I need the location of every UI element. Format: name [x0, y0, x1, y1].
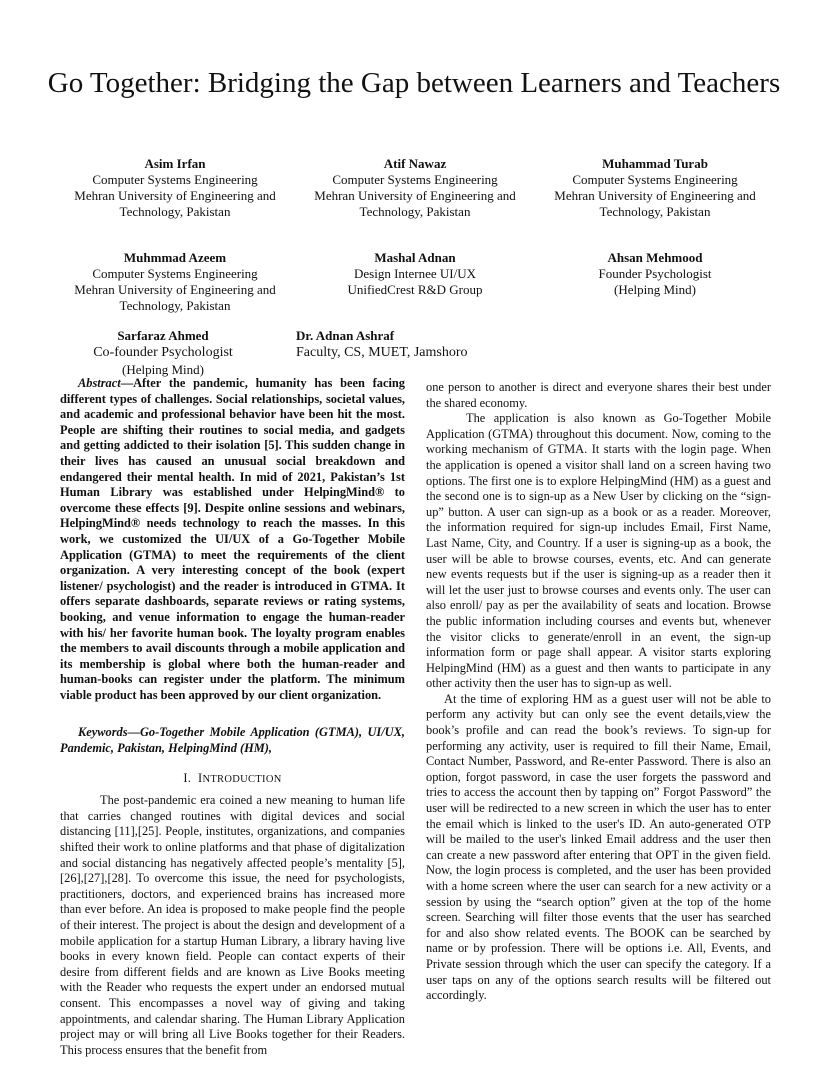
author-affiliation: Faculty, CS, MUET, Jamshoro: [296, 345, 468, 360]
keywords: Keywords—Go-Together Mobile Application (GTMA), UI/UX, Pandemic, Pakistan, HelpingMind (HM),: [60, 725, 405, 756]
abstract-text: —After the pandemic, humanity has been facing different types of challenges. Social relationships, societal values, and academic and professional behavior have been hit the most. People are shifting their routines to social media, and gadgets and getting addicted to their isolation [5]. This sudden change in their lives has caused an unusual social breakdown and endangered their mental health. In mid of 2021, Pakistan’s 1st Human Library was established under HelpingMind® to overcome these effects [9]. Despite online sessions and webinars, HelpingMind® needs technology to reach the masses. In this work, we customized the UI/UX of a Go-Together Mobile Application (GTMA) to meet the requirements of the client organization. A very interesting concept of the book (expert listener/ psychologist) and the reader is introduced in GTMA. It offers separate dashboards, separate reviews or rating systems, booking, and venue information to engage the human-reader with his/ her favorite human book. The loyalty program enables the members to avail discounts through a mobile application and its membership is global where both the human-reader and human-books can register under the platform. The minimum viable product has been approved by our client organization.: [60, 376, 405, 702]
author-affiliation: Founder Psychologist: [598, 266, 712, 281]
author-block: [62, 250, 288, 314]
right-column: [426, 380, 771, 1004]
author-name: Mashal Adnan: [374, 250, 456, 265]
author-name: Muhammad Turab: [602, 156, 708, 171]
author-name: Muhmmad Azeem: [123, 250, 227, 265]
intro-paragraph: The post-pandemic era coined a new meaning to human life that carries changed routines with digital devices and social distancing [11],[25]. People, institutes, organizations, and companies shifted their work to online platforms and that phase of digitalization and social distancing has negatively affected people’s mentality [5],[26],[27],[28]. To overcome this issue, the need for psychologists, practitioners, doctors, and experienced brains has increased more than ever before. An idea is proposed to make people find the people of their interest. The project is about the design and development of a mobile application for a startup Human Library, a library having live books in every known field. People can contact experts of their desire from different fields and are known as Live Books meeting with the Reader who requests the expert under an endorsed mutual consent. This encompasses a novel way of giving and taking appointments, and calendar sharing. The Human Library Application project may or will bring all Live Books together for their Readers. This process ensures that the benefit from: [60, 793, 405, 1057]
paragraph: At the time of exploring HM as a guest user will not be able to perform any activity but can only see the event details,view the book’s profile and can read the book’s reviews. To sign-up for performing any activity, user is required to fill their Name, Email, Contact Number, Password, and Re-enter Password. There is also an option, forgot password, in case the user forgets the password and tries to access the account then by tapping on” Forgot Password” the user will be redirected to a new screen in which the user has to enter the email which is linked to the user's ID. An auto-generated OTP will be mailed to the user's linked Email address and the user then can create a new password after entering that OPT in the given field. Now, the login process is completed, and the user has been provided with a home screen where the user can search for a new activity or a session by using the “search option” given at the top of the home screen. Searching will filter those events that the user has searched for and also show related events. The BOOK can be searched by name or by profession. There will be options i.e. All, Events, and Private session through which the user can specify the category. If a user taps on any of the options search results will be filtered out accordingly.: [426, 691, 771, 1003]
author-institution: Mehran University of Engineering and Technology, Pakistan: [74, 188, 276, 219]
section-number: I.: [183, 770, 192, 785]
author-affiliation: Co-founder Psychologist: [93, 345, 233, 360]
author-institution: (Helping Mind): [122, 362, 204, 377]
author-block: [302, 156, 528, 220]
author-name: Atif Nawaz: [383, 156, 447, 171]
author-name: Dr. Adnan Ashraf: [296, 328, 395, 343]
section-heading: [60, 771, 405, 788]
author-block: [544, 156, 766, 220]
left-column: [60, 376, 405, 1058]
section-initial: I: [198, 770, 203, 785]
author-affiliation: Computer Systems Engineering: [332, 172, 498, 187]
author-institution: Mehran University of Engineering and Technology, Pakistan: [554, 188, 756, 219]
author-name: Asim Irfan: [144, 156, 206, 171]
author-block: [296, 328, 506, 362]
paragraph-continuation: one person to another is direct and everyone shares their best under the shared economy.: [426, 380, 771, 410]
author-institution: (Helping Mind): [614, 282, 696, 297]
abstract-label: Abstract: [78, 376, 121, 390]
abstract: [60, 376, 405, 703]
author-affiliation: Computer Systems Engineering: [572, 172, 738, 187]
author-affiliation: Computer Systems Engineering: [92, 266, 258, 281]
paper-title: Go Together: Bridging the Gap between Learners and Teachers: [47, 67, 781, 99]
author-affiliation: Computer Systems Engineering: [92, 172, 258, 187]
author-name: Sarfaraz Ahmed: [117, 328, 209, 343]
paragraph: The application is also known as Go-Together Mobile Application (GTMA) throughout this document. Now, coming to the working mechanism of GTMA. It starts with the login page. When the application is opened a visitor shall land on a screen having two options. The first one is to explore HelpingMind (HM) as a guest and the second one is to sign-up as a New User by clicking on the “sign-up” button. A user can sign-up as a book or as a reader. Moreover, the information required for sign-up includes Email, First Name, Last Name, City, and Country. If a user is signing-up as a book, the user will be able to browse courses, events, etc. And can generate new events requests but if the user is signing-up as a reader then it will let the user just to browse courses and events only. The user can also enroll/ pay as per the availability of seats and location. Browse the public information including courses and events but, whenever the visitor clicks to generate/enroll in an event, the sign-up information form or page shall appear. A visitor starts exploring HelpingMind (HM) as a guest and then wants to participate in any other activity then the user has to sign-up as well.: [426, 411, 771, 691]
author-block: [544, 250, 766, 298]
author-block: [302, 250, 528, 298]
author-affiliation: Design Internee UI/UX: [353, 266, 476, 281]
author-institution: Mehran University of Engineering and Technology, Pakistan: [314, 188, 516, 219]
author-name: Ahsan Mehmood: [607, 250, 703, 265]
author-institution: UnifiedCrest R&D Group: [347, 282, 483, 297]
section-title-rest: NTRODUCTION: [202, 773, 282, 785]
author-institution: Mehran University of Engineering and Technology, Pakistan: [74, 282, 276, 313]
author-block: [62, 156, 288, 220]
author-block: [62, 328, 264, 378]
